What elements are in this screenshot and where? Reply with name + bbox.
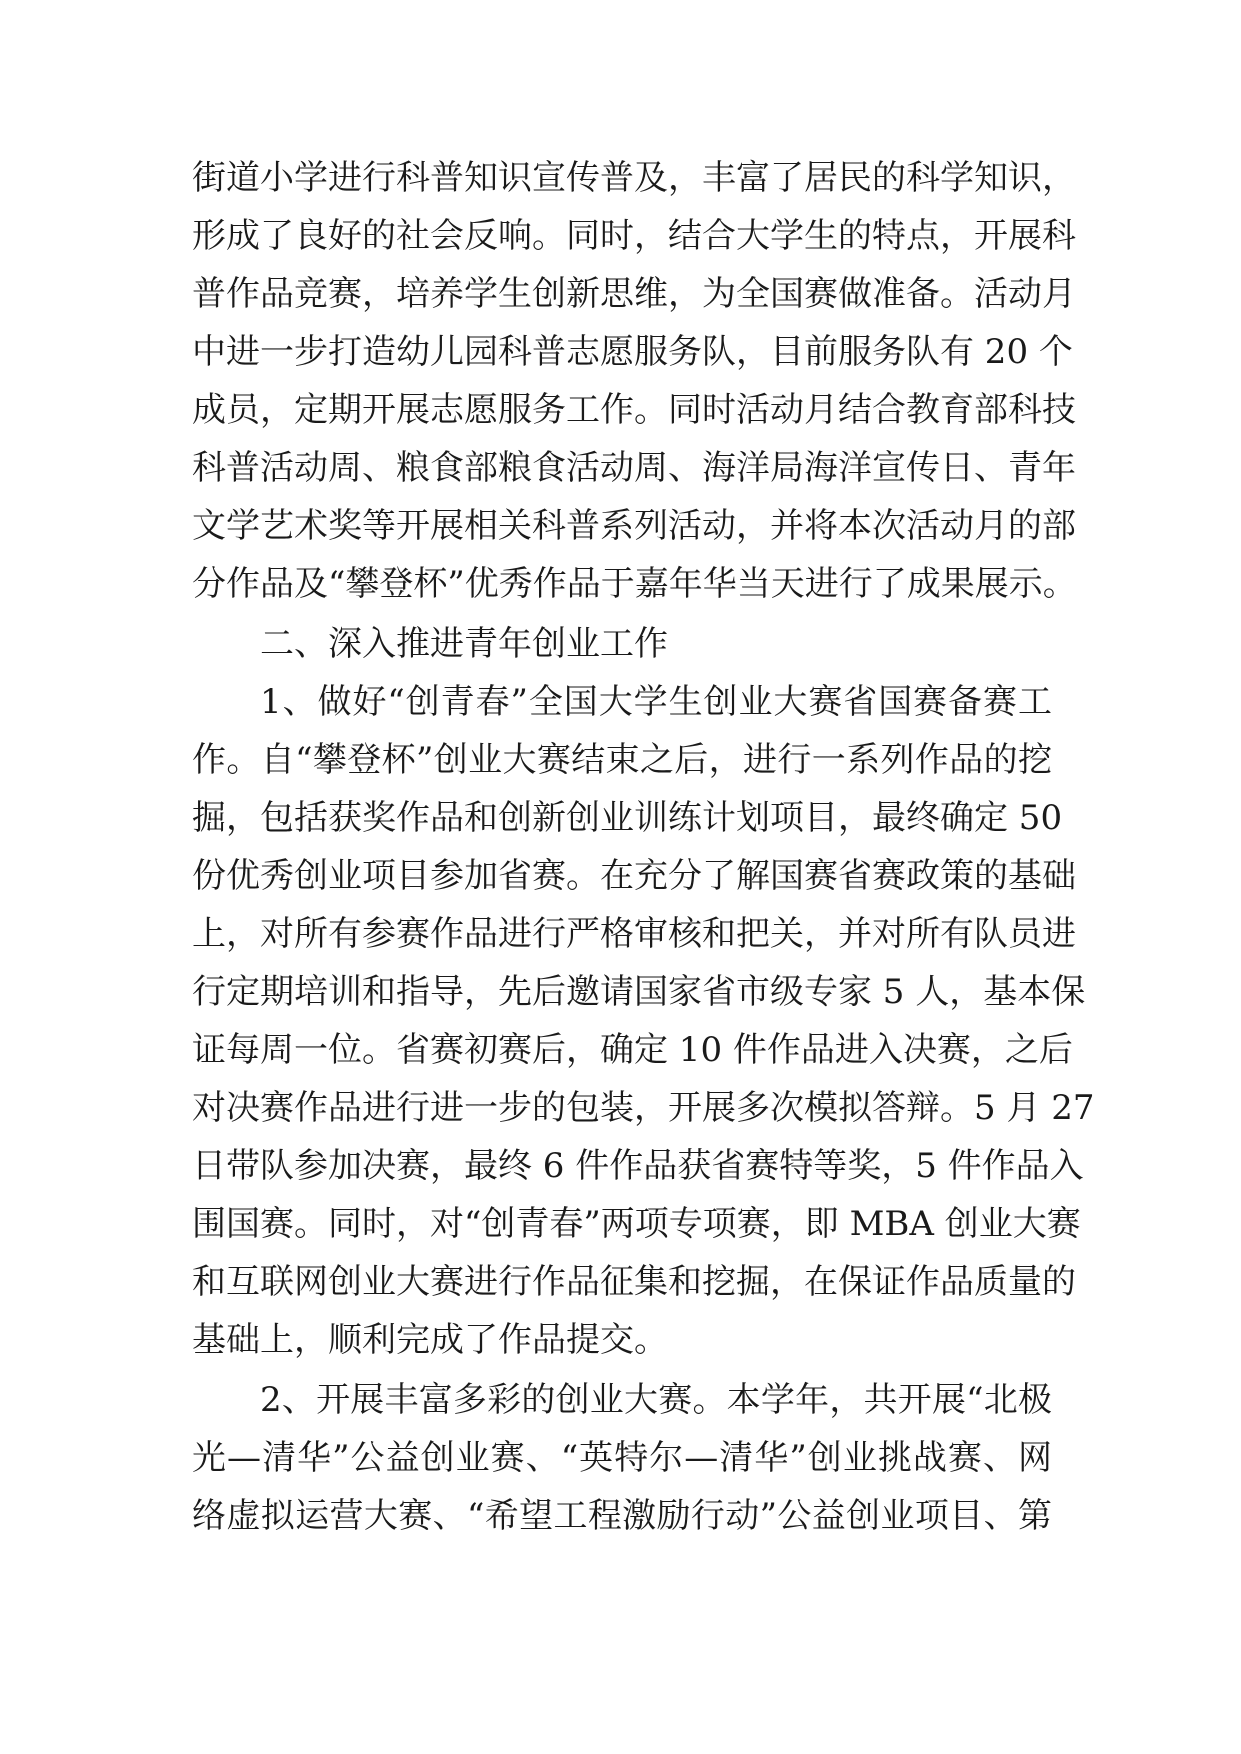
text-line: 2、开展丰富多彩的创业大赛。本学年，共开展“北极 (260, 1380, 1052, 1420)
text-line: 普作品竞赛，培养学生创新思维，为全国赛做准备。活动月 (192, 274, 1076, 314)
text-line: 日带队参加决赛，最终 6 件作品获省赛特等奖，5 件作品入 (192, 1146, 1084, 1186)
text-line: 基础上，顺利完成了作品提交。 (192, 1320, 668, 1360)
text-line: 分作品及“攀登杯”优秀作品于嘉年华当天进行了成果展示。 (192, 564, 1077, 604)
text-line: 对决赛作品进行进一步的包装，开展多次模拟答辩。5 月 27 (192, 1088, 1095, 1128)
text-line: 光—清华”公益创业赛、“英特尔—清华”创业挑战赛、网 (192, 1438, 1052, 1478)
text-line: 份优秀创业项目参加省赛。在充分了解国赛省赛政策的基础 (192, 856, 1076, 896)
text-line: 上，对所有参赛作品进行严格审核和把关，并对所有队员进 (192, 914, 1076, 954)
text-line: 证每周一位。省赛初赛后，确定 10 件作品进入决赛，之后 (192, 1030, 1073, 1070)
text-line: 行定期培训和指导，先后邀请国家省市级专家 5 人，基本保 (192, 972, 1086, 1012)
text-line: 围国赛。同时，对“创青春”两项专项赛，即 MBA 创业大赛 (192, 1204, 1081, 1244)
text-line: 中进一步打造幼儿园科普志愿服务队，目前服务队有 20 个 (192, 332, 1073, 372)
text-line: 掘，包括获奖作品和创新创业训练计划项目，最终确定 50 (192, 798, 1063, 838)
text-line: 和互联网创业大赛进行作品征集和挖掘，在保证作品质量的 (192, 1262, 1076, 1302)
text-line: 作。自“攀登杯”创业大赛结束之后，进行一系列作品的挖 (192, 740, 1052, 780)
text-line: 街道小学进行科普知识宣传普及，丰富了居民的科学知识， (192, 158, 1076, 198)
section-heading: 二、深入推进青年创业工作 (260, 624, 668, 664)
text-line: 络虚拟运营大赛、“希望工程激励行动”公益创业项目、第 (192, 1496, 1052, 1536)
text-line: 1、做好“创青春”全国大学生创业大赛省国赛备赛工 (260, 682, 1052, 722)
text-line: 成员，定期开展志愿服务工作。同时活动月结合教育部科技 (192, 390, 1076, 430)
text-line: 形成了良好的社会反响。同时，结合大学生的特点，开展科 (192, 216, 1076, 256)
text-line: 文学艺术奖等开展相关科普系列活动，并将本次活动月的部 (192, 506, 1076, 546)
text-line: 科普活动周、粮食部粮食活动周、海洋局海洋宣传日、青年 (192, 448, 1076, 488)
